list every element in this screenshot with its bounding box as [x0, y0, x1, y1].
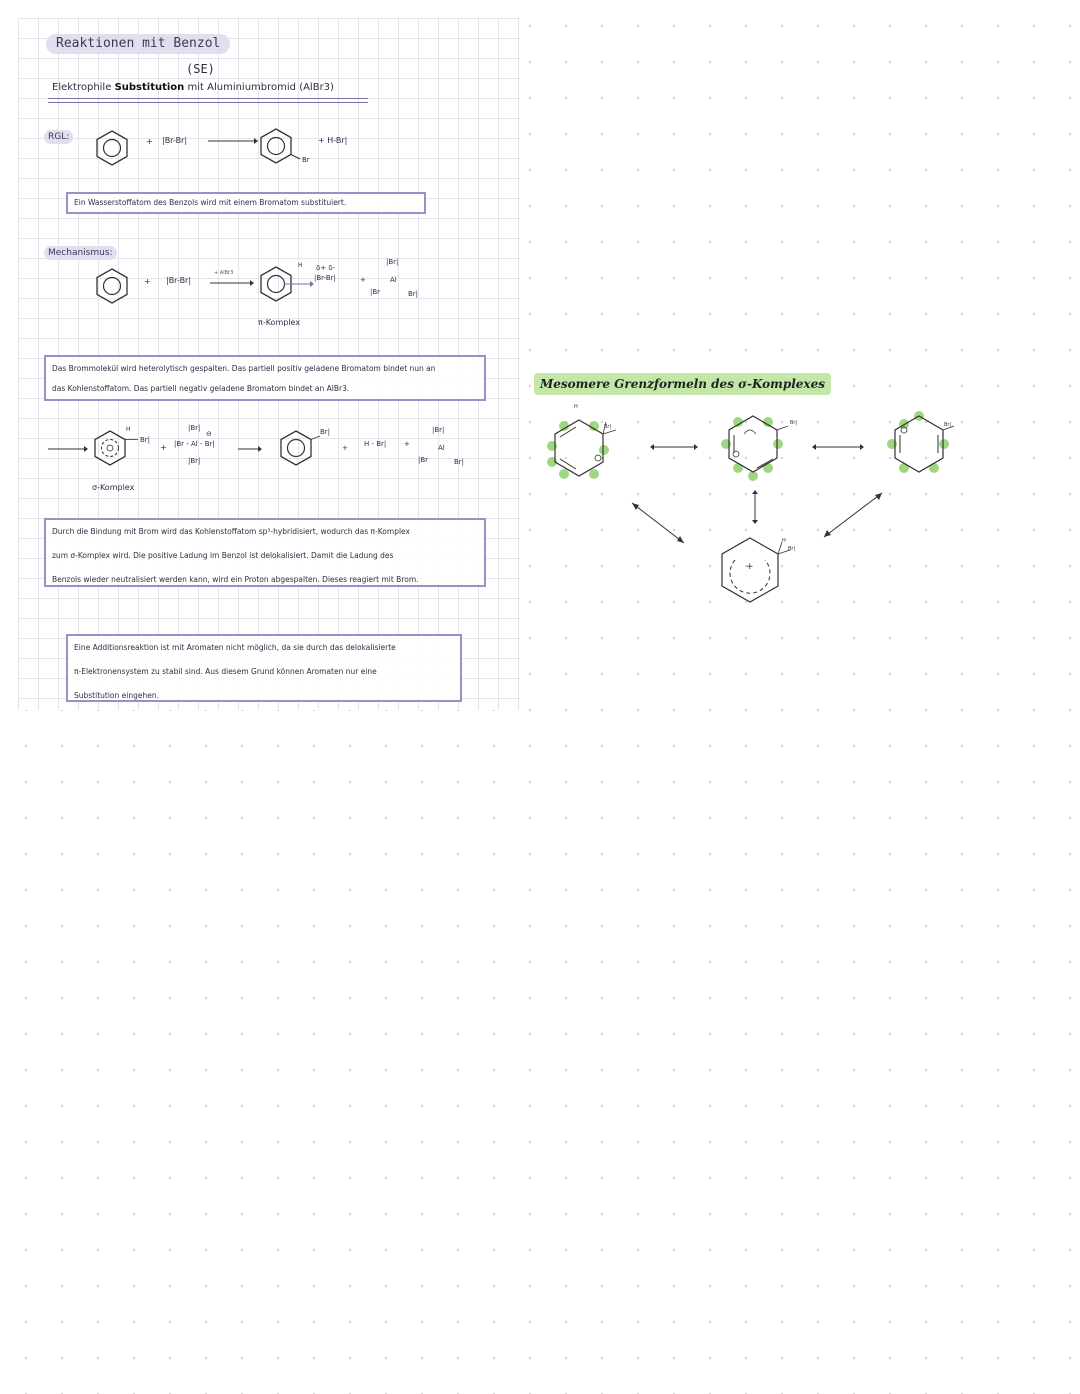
delocalized-sigma-complex-icon	[710, 534, 800, 606]
subtitle-bold: Substitution	[114, 82, 185, 93]
albr3-right: Br|	[408, 290, 419, 298]
albr4-charge: ⊖	[206, 430, 212, 438]
subtitle	[52, 82, 334, 93]
product-plus-2: +	[404, 440, 410, 448]
albr4-center: |Br - Al - Br|	[174, 440, 215, 448]
mesomer-structure-1	[540, 410, 630, 490]
albr3-al: Al	[390, 276, 397, 284]
sigma-h: H	[126, 426, 131, 433]
albr3-top: |Br|	[386, 258, 399, 266]
mesomer-1-br: Br|	[604, 424, 612, 430]
pi-plus: +	[360, 276, 366, 284]
page-title: Reaktionen mit Benzol	[46, 34, 230, 54]
addition-box	[66, 634, 462, 702]
heterolysis-line-1: Das Brommolekül wird heterolytisch gespalten. Das partiell positiv geladene Bromatom bindet nun an	[52, 364, 436, 373]
delocalized-h: H	[782, 538, 786, 544]
mesomer-title: Mesomere Grenzformeln des σ-Komplexes	[534, 373, 831, 395]
albr4-bottom: |Br|	[188, 457, 201, 465]
bromobenzene-icon	[256, 126, 296, 166]
heterolysis-box	[44, 355, 486, 401]
albr3-product-left: |Br	[418, 456, 429, 464]
addition-line-2: π-Elektronensystem zu stabil sind. Aus diesem Grund können Aromaten nur eine	[74, 667, 377, 676]
addition-line-1: Eine Additionsreaktion ist mit Aromaten nicht möglich, da sie durch das delokalisierte	[74, 643, 396, 652]
sigma-complex-label: σ-Komplex	[92, 483, 135, 492]
sigma-line-1: Durch die Bindung mit Brom wird das Kohlenstoffatom sp³-hybridisiert, wodurch das π-Komplex	[52, 527, 410, 536]
resonance-arrow-icon	[650, 442, 698, 452]
delocalized-plus: +	[746, 562, 754, 572]
addition-line-3: Substitution eingehen.	[74, 691, 159, 700]
rgl-plus: +	[146, 137, 153, 146]
product-hbr: H - Br|	[364, 440, 387, 448]
reaction-arrow-icon	[238, 444, 262, 454]
sigma-complex-icon	[90, 428, 140, 468]
mesomer-1-h: H	[574, 404, 578, 410]
mesomer-structure-2	[714, 404, 804, 488]
benzene-icon	[92, 128, 132, 168]
reaction-arrow-icon	[208, 136, 258, 146]
albr3-left: |Br	[370, 288, 381, 296]
sigma-plus: +	[160, 443, 167, 452]
mesomer-2-br: Br|	[790, 420, 798, 426]
heterolysis-line-2: das Kohlenstoffatom. Das partiell negativ geladene Bromatom bindet an AlBr3.	[52, 384, 350, 393]
mech-arrow-label: + AlBr3	[214, 270, 234, 276]
se-label: (SE)	[186, 62, 215, 76]
benzene-icon	[92, 266, 132, 306]
mech-reagent: |Br-Br|	[166, 276, 192, 285]
product-br: Br|	[320, 428, 331, 436]
resonance-arrow-vertical-icon	[748, 490, 762, 524]
resonance-arrow-icon	[812, 442, 864, 452]
subtitle-underline	[48, 98, 368, 103]
pi-polarization: δ+ δ-	[316, 264, 336, 272]
pi-complex-label: π-Komplex	[258, 318, 301, 327]
sigma-explanation-box	[44, 518, 486, 587]
subtitle-suffix: mit Aluminiumbromid (AlBr3)	[187, 82, 334, 93]
albr4-top: |Br|	[188, 424, 201, 432]
rgl-explanation: Ein Wasserstoffatom des Benzols wird mit einem Bromatom substituiert.	[74, 198, 347, 207]
rgl-product-br: Br	[302, 156, 310, 164]
sigma-br: Br|	[140, 436, 151, 444]
albr3-product-top: |Br|	[432, 426, 445, 434]
albr3-product-al: Al	[438, 444, 445, 452]
rgl-explanation-box	[66, 192, 426, 214]
arrow-diagonal-left-icon	[628, 500, 688, 546]
reaction-arrow-icon	[48, 444, 88, 454]
bromobenzene-icon	[276, 428, 326, 468]
sigma-line-3: Benzols wieder neutralisiert werden kann, wird ein Proton abgespalten. Dieses reagiert mit Brom.	[52, 575, 419, 584]
mesomer-structure-3	[880, 404, 970, 488]
rgl-label: RGL:	[44, 130, 73, 144]
mechanismus-label: Mechanismus:	[44, 246, 117, 260]
pi-h: H	[298, 262, 303, 269]
sigma-line-2: zum σ-Komplex wird. Die positive Ladung im Benzol ist delokalisiert. Damit die Ladung des	[52, 551, 394, 560]
albr3-product-right: Br|	[454, 458, 465, 466]
arrow-diagonal-right-icon	[820, 490, 886, 540]
reaction-arrow-icon	[210, 278, 254, 288]
delocalized-br: Br|	[788, 546, 796, 552]
pi-polarized-bond: |Br-Br|	[314, 274, 336, 282]
rgl-reagent: |Br-Br|	[162, 136, 188, 145]
mech-plus: +	[144, 277, 151, 286]
mesomer-3-br: Br|	[944, 422, 952, 428]
product-plus: +	[342, 444, 348, 452]
subtitle-prefix: Elektrophile	[52, 82, 112, 93]
rgl-byproduct: + H-Br|	[318, 136, 348, 145]
